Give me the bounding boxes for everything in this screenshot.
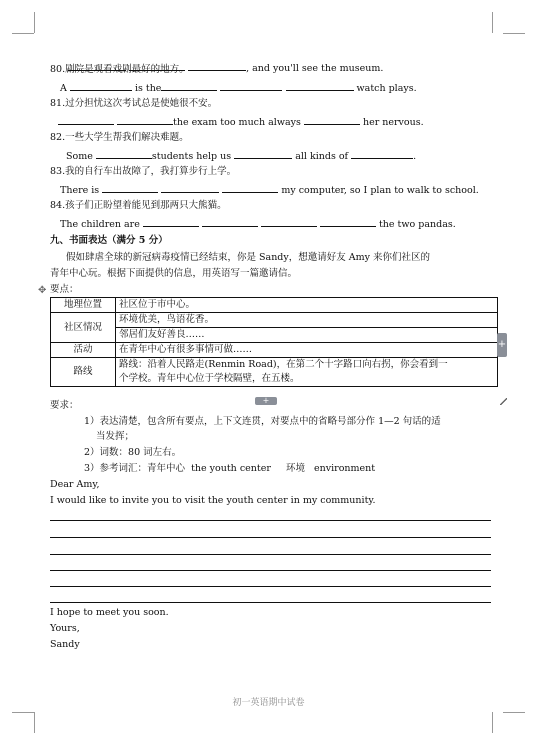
answer-blank[interactable] bbox=[351, 148, 413, 159]
answer-blank[interactable] bbox=[161, 80, 217, 91]
crop-mark-bottom-left bbox=[34, 712, 35, 733]
activity-key: 活动 bbox=[51, 343, 116, 358]
community-key: 社区情况 bbox=[51, 313, 116, 343]
table-row bbox=[51, 343, 498, 358]
q80-start: A bbox=[60, 83, 67, 94]
answer-blank[interactable] bbox=[102, 182, 158, 193]
location-key: 地理位置 bbox=[51, 298, 116, 313]
route-key: 路线 bbox=[51, 358, 116, 387]
q83-answer-line bbox=[60, 182, 479, 198]
q82-end: . bbox=[413, 151, 417, 162]
q80-mid: is the bbox=[134, 83, 162, 94]
writing-line[interactable] bbox=[50, 570, 491, 571]
q84-answer-line bbox=[60, 216, 456, 232]
answer-blank[interactable] bbox=[304, 114, 360, 125]
crop-mark-top-right bbox=[503, 33, 525, 34]
resize-icon[interactable] bbox=[500, 398, 507, 405]
plus-icon[interactable]: + bbox=[255, 397, 277, 405]
writing-line[interactable] bbox=[50, 520, 491, 521]
plus-icon[interactable]: + bbox=[497, 333, 507, 357]
letter-closing: I hope to meet you soon. bbox=[50, 607, 169, 618]
move-icon[interactable]: ✥ bbox=[38, 285, 47, 296]
q83-prompt: 83.我的自行车出故障了，我打算步行上学。 bbox=[50, 166, 237, 177]
q81-end: her nervous. bbox=[362, 117, 424, 128]
q79-tail: , and you'll see the museum. bbox=[246, 63, 384, 74]
answer-blank[interactable] bbox=[58, 114, 114, 125]
crop-mark-top-right bbox=[492, 12, 493, 33]
route-value bbox=[116, 358, 498, 387]
requirements-label: 要求： bbox=[50, 400, 79, 411]
answer-blank[interactable] bbox=[188, 60, 246, 71]
page-footer: 初一英语期中试卷 bbox=[232, 698, 305, 708]
q82-answer-line bbox=[66, 148, 416, 164]
q82-mid: students help us bbox=[151, 151, 232, 162]
table-row bbox=[51, 298, 498, 313]
letter-salutation: Dear Amy, bbox=[50, 479, 100, 490]
location-value: 社区位于市中心。 bbox=[116, 298, 498, 313]
writing-line[interactable] bbox=[50, 602, 491, 603]
route-line: 个学校。青年中心位于学校隔壁，在五楼。 bbox=[119, 373, 300, 384]
answer-blank[interactable] bbox=[143, 216, 199, 227]
q82-prompt: 82.一些大学生帮我们解决难题。 bbox=[50, 132, 189, 143]
letter-opening: I would like to invite you to visit the youth center in my community. bbox=[50, 495, 376, 506]
requirement-item: 1）表达清楚，包含所有要点，上下文连贯，对要点中的省略号部分作 1—2 句话的适 bbox=[84, 416, 441, 427]
crop-mark-bottom-right bbox=[492, 712, 493, 733]
requirement-item: 3）参考词汇：青年中心 the youth center 环境 environment bbox=[84, 463, 376, 474]
q82-start: Some bbox=[66, 151, 93, 162]
requirement-item: 当发挥； bbox=[96, 431, 135, 442]
answer-blank[interactable] bbox=[261, 216, 317, 227]
table-row bbox=[51, 313, 498, 328]
crop-mark-bottom-left bbox=[12, 712, 34, 713]
info-table bbox=[50, 297, 498, 387]
route-line: 路线：沿着人民路走(Renmin Road)，在第二个十字路口向右拐，你会看到一 bbox=[119, 359, 448, 370]
q80-answer-line bbox=[60, 80, 417, 96]
answer-blank[interactable] bbox=[117, 114, 173, 125]
letter-signature: Sandy bbox=[50, 639, 80, 650]
table-row bbox=[51, 328, 498, 343]
answer-blank[interactable] bbox=[70, 80, 132, 91]
q84-start: The children are bbox=[60, 219, 140, 230]
q83-start: There is bbox=[60, 185, 100, 196]
answer-blank[interactable] bbox=[202, 216, 258, 227]
activity-value: 在青年中心有很多事情可做…… bbox=[116, 343, 498, 358]
section-9-intro: 青年中心玩。根据下面提供的信息，用英语写一篇邀请信。 bbox=[50, 268, 298, 279]
section-9-title: 九、书面表达（满分 5 分） bbox=[50, 235, 168, 246]
q83-end: my computer, so I plan to walk to school. bbox=[281, 185, 479, 196]
q80-end: watch plays. bbox=[356, 83, 417, 94]
requirement-item: 2）词数：80 词左右。 bbox=[84, 447, 182, 458]
answer-blank[interactable] bbox=[96, 148, 152, 159]
community-value: 环境优美，鸟语花香。 bbox=[116, 313, 498, 328]
writing-line[interactable] bbox=[50, 554, 491, 555]
answer-blank[interactable] bbox=[222, 182, 278, 193]
q84-prompt: 84.孩子们正盼望着能见到那两只大熊猫。 bbox=[50, 200, 227, 211]
table-row bbox=[51, 358, 498, 387]
answer-blank[interactable] bbox=[234, 148, 292, 159]
answer-blank[interactable] bbox=[320, 216, 376, 227]
crop-mark-top-left bbox=[12, 33, 34, 34]
crop-mark-top-left bbox=[34, 12, 35, 33]
q81-prompt: 81.过分担忧这次考试总是使她很不安。 bbox=[50, 98, 218, 109]
crop-mark-bottom-right bbox=[503, 712, 525, 713]
answer-blank[interactable] bbox=[220, 80, 282, 91]
points-label: 要点： bbox=[50, 284, 79, 295]
q82-mid2: all kinds of bbox=[295, 151, 349, 162]
letter-signoff: Yours, bbox=[50, 623, 80, 634]
answer-blank[interactable] bbox=[286, 80, 354, 91]
writing-line[interactable] bbox=[50, 586, 491, 587]
q84-end: the two pandas. bbox=[378, 219, 456, 230]
section-9-intro: 假如肆虐全球的新冠病毒疫情已经结束，你是 Sandy，想邀请好友 Amy 来你们社区的 bbox=[66, 252, 431, 263]
answer-blank[interactable] bbox=[161, 182, 219, 193]
writing-line[interactable] bbox=[50, 537, 491, 538]
q80-prompt: 80.剧院是观看戏剧最好的地方。 bbox=[50, 64, 189, 75]
community-value: 邻居们友好善良…… bbox=[116, 328, 498, 343]
q81-answer-line bbox=[58, 114, 424, 130]
q81-mid: the exam too much always bbox=[173, 117, 301, 128]
